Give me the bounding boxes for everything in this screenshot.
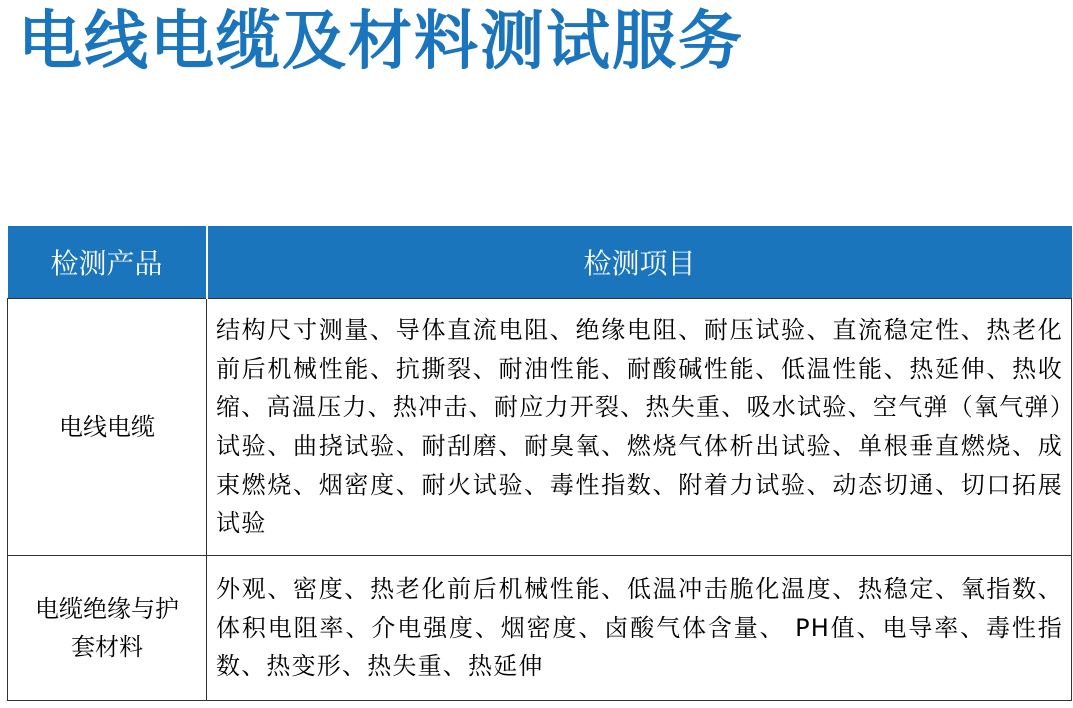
table-row xyxy=(8,299,1072,556)
items-cell xyxy=(207,299,1072,556)
test-items: 结构尺寸测量、导体直流电阻、绝缘电阻、耐压试验、直流稳定性、热老化前后机械性能、抗撕裂、耐油性能、耐酸碱性能、低温性能、热延伸、热收缩、高温压力、热冲击、耐应力开裂、热失重、吸水试验、空气弹（氧气弹）试验、曲挠试验、耐刮磨、耐臭氧、燃烧气体析出试验、单根垂直燃烧、成束燃烧、烟密度、耐火试验、毒性指数、附着力试验、动态切通、切口拓展试验 xyxy=(216,316,1063,538)
product-name: 电线电缆 xyxy=(59,413,155,441)
product-name: 电缆绝缘与护套材料 xyxy=(35,595,179,661)
page-title: 电线电缆及材料测试服务 xyxy=(18,5,744,79)
product-cell xyxy=(8,299,207,556)
items-cell xyxy=(207,556,1072,701)
test-items: 外观、密度、热老化前后机械性能、低温冲击脆化温度、热稳定、氧指数、体积电阻率、介电强度、烟密度、卤酸气体含量、 PH值、电导率、毒性指数、热变形、热失重、热延伸 xyxy=(216,575,1063,681)
test-services-table xyxy=(7,226,1072,701)
product-cell xyxy=(8,556,207,701)
table-header-row xyxy=(8,226,1072,299)
table-row xyxy=(8,556,1072,701)
header-items: 检测项目 xyxy=(207,226,1072,299)
header-product: 检测产品 xyxy=(8,226,207,299)
